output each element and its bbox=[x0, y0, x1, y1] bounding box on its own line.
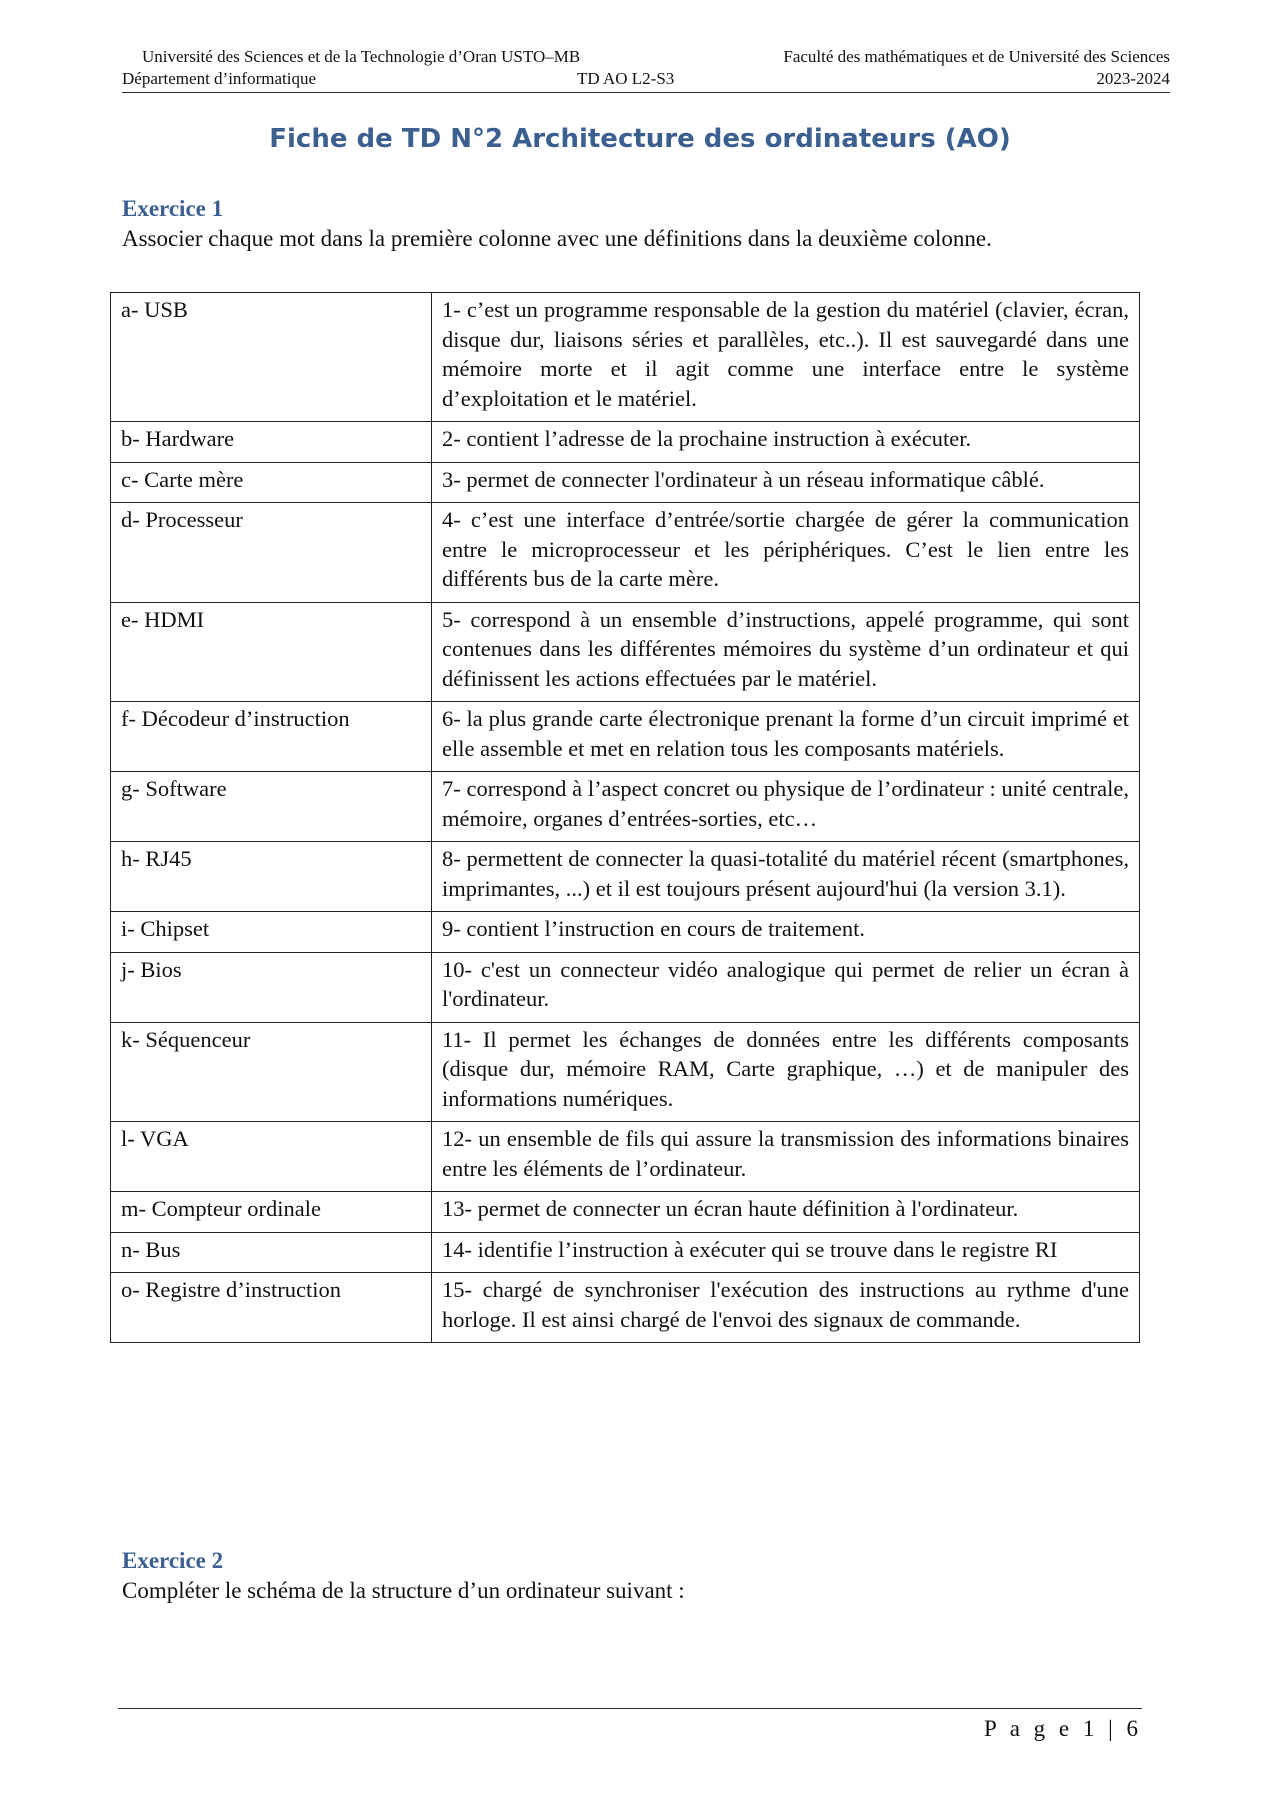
header-course: TD AO L2-S3 bbox=[577, 69, 675, 88]
definition-cell: 2- contient l’adresse de la prochaine instruction à exécuter. bbox=[432, 422, 1140, 463]
definition-cell: 3- permet de connecter l'ordinateur à un réseau informatique câblé. bbox=[432, 462, 1140, 503]
table-row bbox=[111, 1122, 1140, 1192]
definition-cell: 1- c’est un programme responsable de la gestion du matériel (clavier, écran, disque dur, liaisons séries et parallèles, etc..). Il est sauvegardé dans une mémoire morte et il agit comme une interface entre le système d’exploitation et le matériel. bbox=[432, 293, 1140, 422]
term-cell: n- Bus bbox=[111, 1232, 432, 1273]
matching-table-body bbox=[111, 293, 1140, 1343]
definition-cell: 14- identifie l’instruction à exécuter qui se trouve dans le registre RI bbox=[432, 1232, 1140, 1273]
footer-divider bbox=[118, 1708, 1142, 1709]
header-university: Université des Sciences et de la Technologie d’Oran USTO–MB bbox=[142, 47, 581, 66]
table-row bbox=[111, 912, 1140, 953]
table-row bbox=[111, 1273, 1140, 1343]
term-cell: f- Décodeur d’instruction bbox=[111, 702, 432, 772]
table-row bbox=[111, 462, 1140, 503]
table-row bbox=[111, 602, 1140, 702]
table-row bbox=[111, 1232, 1140, 1273]
term-cell: o- Registre d’instruction bbox=[111, 1273, 432, 1343]
term-cell: a- USB bbox=[111, 293, 432, 422]
exercise2-heading: Exercice 2 bbox=[122, 1548, 224, 1573]
definition-cell: 11- Il permet les échanges de données entre les différents composants (disque dur, mémoire RAM, Carte graphique, …) et de manipuler des informations numériques. bbox=[432, 1022, 1140, 1122]
definition-cell: 15- chargé de synchroniser l'exécution des instructions au rythme d'une horloge. Il est ainsi chargé de l'envoi des signaux de commande. bbox=[432, 1273, 1140, 1343]
term-cell: c- Carte mère bbox=[111, 462, 432, 503]
header-row-top bbox=[122, 46, 1170, 68]
term-cell: m- Compteur ordinale bbox=[111, 1192, 432, 1233]
definition-cell: 12- un ensemble de fils qui assure la transmission des informations binaires entre les éléments de l’ordinateur. bbox=[432, 1122, 1140, 1192]
definition-cell: 7- correspond à l’aspect concret ou physique de l’ordinateur : unité centrale, mémoire, organes d’entrées-sorties, etc… bbox=[432, 772, 1140, 842]
definition-cell: 9- contient l’instruction en cours de traitement. bbox=[432, 912, 1140, 953]
definition-cell: 13- permet de connecter un écran haute définition à l'ordinateur. bbox=[432, 1192, 1140, 1233]
table-row bbox=[111, 503, 1140, 603]
page-number: P a g e 1 | 6 bbox=[984, 1716, 1142, 1741]
term-cell: i- Chipset bbox=[111, 912, 432, 953]
table-row bbox=[111, 952, 1140, 1022]
table-row bbox=[111, 772, 1140, 842]
term-cell: g- Software bbox=[111, 772, 432, 842]
exercise2-instruction: Compléter le schéma de la structure d’un ordinateur suivant : bbox=[122, 1578, 685, 1603]
term-cell: l- VGA bbox=[111, 1122, 432, 1192]
header-row-bottom bbox=[122, 68, 1170, 90]
page-title: Fiche de TD N°2 Architecture des ordinateurs (AO) bbox=[269, 124, 1011, 154]
exercise1-heading: Exercice 1 bbox=[122, 196, 224, 221]
table-row bbox=[111, 1192, 1140, 1233]
header-year: 2023-2024 bbox=[1096, 69, 1170, 88]
table-row bbox=[111, 422, 1140, 463]
header-faculty: Faculté des mathématiques et de Université des Sciences bbox=[783, 47, 1170, 66]
table-row bbox=[111, 293, 1140, 422]
table-row bbox=[111, 842, 1140, 912]
table-row bbox=[111, 1022, 1140, 1122]
definition-cell: 6- la plus grande carte électronique prenant la forme d’un circuit imprimé et elle assemble et met en relation tous les composants matériels. bbox=[432, 702, 1140, 772]
exercise1-instruction: Associer chaque mot dans la première colonne avec une définitions dans la deuxième colonne. bbox=[122, 226, 992, 251]
definition-cell: 5- correspond à un ensemble d’instructions, appelé programme, qui sont contenues dans les différentes mémoires du système d’un ordinateur et qui définissent les actions effectuées par le matériel. bbox=[432, 602, 1140, 702]
term-cell: h- RJ45 bbox=[111, 842, 432, 912]
matching-table bbox=[110, 292, 1140, 1343]
definition-cell: 8- permettent de connecter la quasi-totalité du matériel récent (smartphones, imprimantes, ...) et il est toujours présent aujourd'hui (la version 3.1). bbox=[432, 842, 1140, 912]
term-cell: e- HDMI bbox=[111, 602, 432, 702]
table-row bbox=[111, 702, 1140, 772]
page-header bbox=[122, 46, 1170, 93]
term-cell: j- Bios bbox=[111, 952, 432, 1022]
header-department: Département d’informatique bbox=[122, 69, 317, 88]
definition-cell: 4- c’est une interface d’entrée/sortie chargée de gérer la communication entre le microprocesseur et les périphériques. C’est le lien entre les différents bus de la carte mère. bbox=[432, 503, 1140, 603]
term-cell: b- Hardware bbox=[111, 422, 432, 463]
term-cell: k- Séquenceur bbox=[111, 1022, 432, 1122]
term-cell: d- Processeur bbox=[111, 503, 432, 603]
definition-cell: 10- c'est un connecteur vidéo analogique qui permet de relier un écran à l'ordinateur. bbox=[432, 952, 1140, 1022]
